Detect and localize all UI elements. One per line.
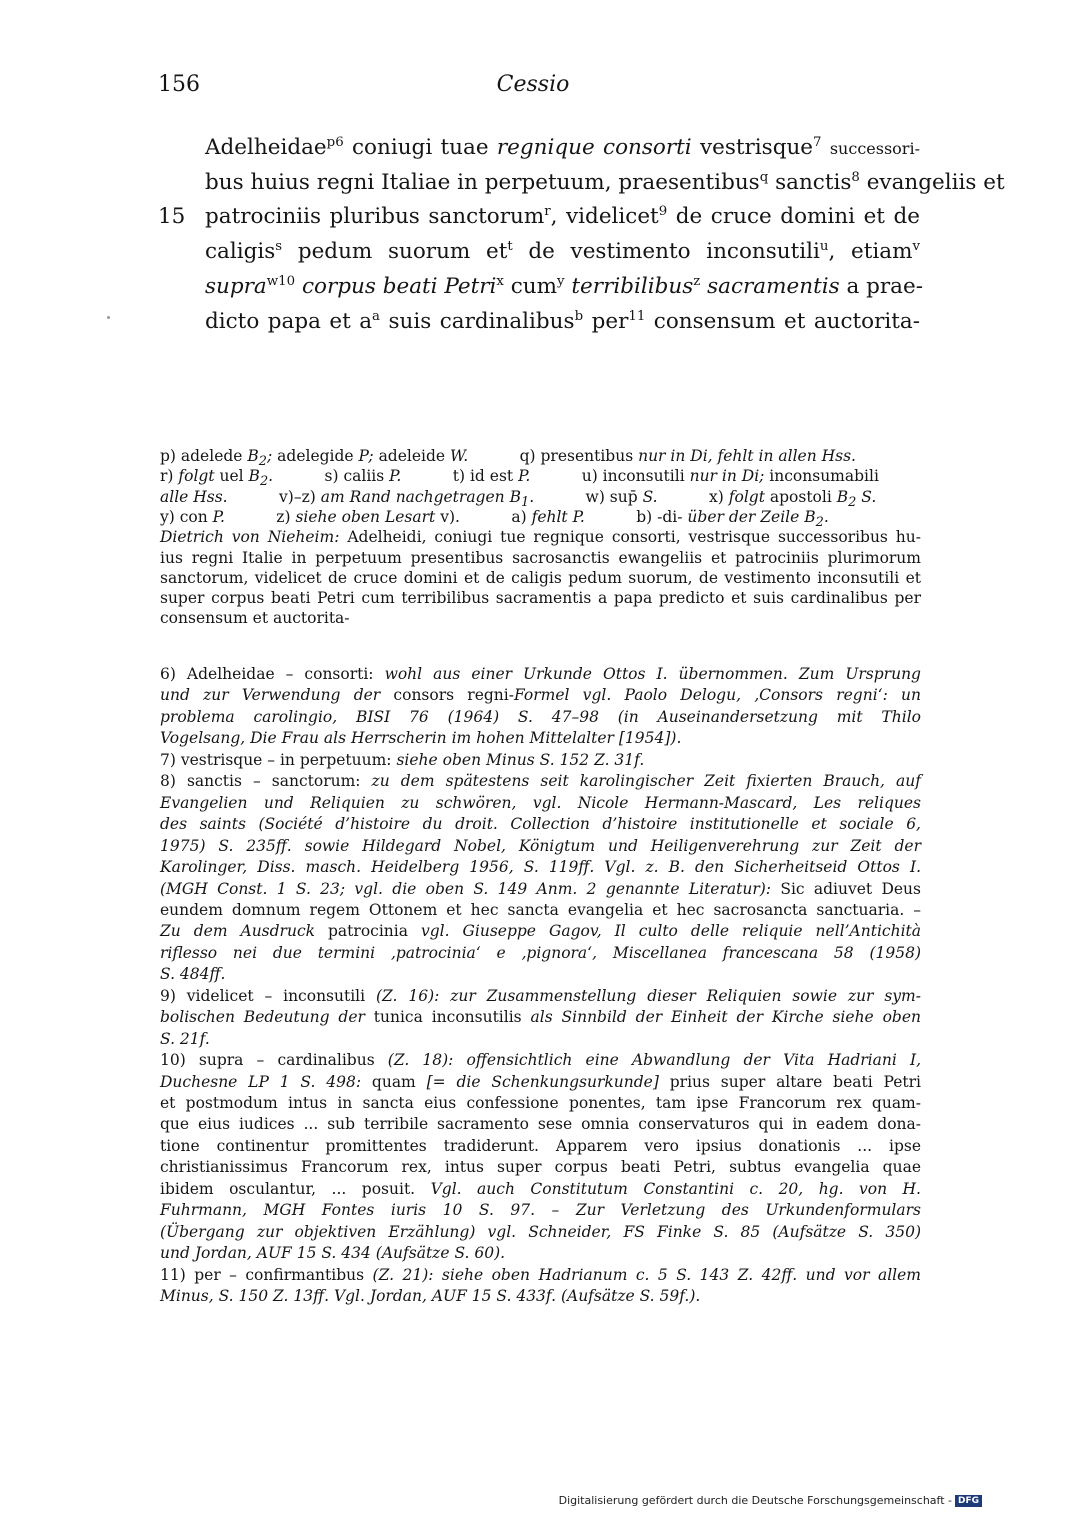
text-line: bus huius regni Italiae in perpetuum, praesentibus$^q$ sanctis$^8$ evangeliis et	[205, 169, 1005, 195]
note-line: Karolinger, Diss. masch. Heidelberg 1956, S. 119ff. Vgl. z. B. den Sicherheitseid Ottos I.	[160, 858, 921, 877]
note-line: des saints (Société d’histoire du droit. Collection d’histoire institutionelle et sociale 6,	[160, 815, 921, 834]
note-line: christianissimus Francorum rex, intus super corpus beati Petri, subtus evangelia quae	[160, 1158, 921, 1177]
apparatus-line: y) con P. z) siehe oben Lesart v). a) fehlt P. b) -di- über der Zeile $B_2$.	[160, 507, 829, 530]
note-line: Fuhrmann, MGH Fontes iuris 10 S. 97. – Zur Verletzung des Urkundenformulars	[160, 1201, 921, 1220]
dfg-logo: DFG	[955, 1495, 982, 1507]
note-line: (MGH Const. 1 S. 23; vgl. die oben S. 149 Anm. 2 genannte Literatur): Sic adiuvet Deus	[160, 879, 921, 898]
apparatus-line: sanctorum, videlicet de cruce domini et de caligis pedum suorum, de vestimento inconsutili et	[160, 568, 921, 587]
apparatus-line: consensum et auctorita-	[160, 609, 350, 628]
text-line: supra$^{w10}$ corpus beati Petri$^x$ cum$^y$ terribilibus$^z$ sacramentis a prae-	[205, 273, 923, 299]
apparatus-line: r) folgt uel $B_2$. s) caliis P. t) id est P. u) inconsutili nur in Di; inconsumabili	[160, 467, 879, 490]
note-line: 9) videlicet – inconsutili (Z. 16): zur Zusammenstellung dieser Reliquien sowie zur sym-	[160, 986, 921, 1005]
note-line: 6) Adelheidae – consorti: wohl aus einer Urkunde Ottos I. übernommen. Zum Ursprung	[160, 665, 921, 683]
digitization-credit	[559, 1494, 982, 1507]
note-line: und zur Verwendung der consors regni-Formel vgl. Paolo Delogu, ‚Consors regni‘: un	[160, 686, 921, 705]
credit-text: Digitalisierung gefördert durch die Deutsche Forschungsgemeinschaft -	[558, 1494, 952, 1507]
text-line: Adelheidae$^{p6}$ coniugi tuae regnique consorti vestrisque$^7$ successori-	[205, 134, 920, 160]
note-line: S. 484ff.	[160, 965, 226, 984]
note-line: 11) per – confirmantibus (Z. 21): siehe oben Hadrianum c. 5 S. 143 Z. 42ff. und vor allem	[160, 1265, 921, 1284]
note-line: tione continentur promittentes tradiderunt. Apparem vero ipsius donationis ... ipse	[160, 1136, 921, 1155]
note-line: 10) supra – cardinalibus (Z. 18): offensichtlich eine Abwandlung der Vita Hadriani I,	[160, 1051, 921, 1070]
scan-speck	[107, 316, 110, 319]
text-line: dicto papa et $a^a$ suis cardinalibus$^b$ per$^{11}$ consensum et auctorita-	[205, 308, 920, 334]
line-number: 15	[158, 204, 186, 229]
page-number: 156	[158, 72, 200, 97]
note-line: S. 21f.	[160, 1029, 210, 1048]
text-line: patrociniis pluribus sanctorum$^r$, videlicet$^9$ de cruce domini et de	[205, 204, 920, 230]
note-line: Evangelien und Reliquien zu schwören, vgl. Nicole Hermann-Mascard, Les reliques	[160, 793, 921, 812]
note-line: 1975) S. 235ff. sowie Hildegard Nobel, Königtum und Heiligenverehrung zur Zeit der	[160, 836, 921, 855]
note-line: Vogelsang, Die Frau als Herrscherin im hohen Mittelalter [1954]).	[160, 729, 682, 748]
running-title: Cessio	[496, 72, 570, 97]
note-line: 7) vestrisque – in perpetuum: siehe oben Minus S. 152 Z. 31f.	[160, 750, 645, 769]
note-line: ibidem osculantur, ... posuit. Vgl. auch Constitutum Constantini c. 20, hg. von H.	[160, 1179, 921, 1198]
note-line: que eius iudices ... sub terribile sacramento sese omnia conservaturos qui in eadem dona-	[160, 1115, 921, 1134]
note-line: und Jordan, AUF 15 S. 434 (Aufsätze S. 60).	[160, 1244, 506, 1263]
note-line: Minus, S. 150 Z. 13ff. Vgl. Jordan, AUF 15 S. 433f. (Aufsätze S. 59f.).	[160, 1287, 701, 1306]
note-line: problema carolingio, BISI 76 (1964) S. 47–98 (in Auseinandersetzung mit Thilo	[160, 707, 921, 726]
apparatus-line: Dietrich von Nieheim: Adelheidi, coniugi tue regnique consorti, vestrisque successoribus hu-	[160, 528, 921, 547]
note-line: (Übergang zur objektiven Erzählung) vgl. Schneider, FS Finke S. 85 (Aufsätze S. 350)	[160, 1222, 921, 1241]
apparatus-line: ius regni Italie in perpetuum presentibus sacrosanctis ewangeliis et patrociniis plurimorum	[160, 548, 921, 567]
note-line: 8) sanctis – sanctorum: zu dem spätestens seit karolingischer Zeit fixierten Brauch, auf	[160, 772, 921, 791]
note-line: eundem domnum regem Ottonem et hec sancta evangelia et hec sacrosancta sanctuaria. –	[160, 900, 921, 919]
note-line: et postmodum intus in sancta eius confessione ponentes, tam ipse Francorum rex quam-	[160, 1094, 921, 1112]
apparatus-line: super corpus beati Petri cum terribilibus sacramentis a papa predicto et suis cardinalibus per	[160, 589, 921, 608]
note-line: bolischen Bedeutung der tunica inconsutilis als Sinnbild der Einheit der Kirche siehe oben	[160, 1008, 921, 1027]
note-line: riflesso nei due termini ‚patrocinia‘ e ‚pignora‘, Miscellanea francescana 58 (1958)	[160, 943, 921, 962]
note-line: Duchesne LP 1 S. 498: quam [= die Schenkungsurkunde] prius super altare beati Petri	[160, 1072, 922, 1091]
text-line: caligis$^s$ pedum suorum $et^t$ de vestimento inconsutili$^u$, etiam$^v$	[205, 238, 920, 265]
apparatus-line: p) adelede $B_2$; adelegide P; adeleide W. q) presentibus nur in Di, fehlt in allen Hss.	[160, 447, 856, 470]
apparatus-line: alle Hss. v)–z) am Rand nachgetragen $B_1$. w) sup̄ S. x) folgt apostoli $B_2$ S.	[160, 487, 877, 510]
note-line: Zu dem Ausdruck patrocinia vgl. Giuseppe Gagov, Il culto delle reliquie nell’Antichità	[160, 922, 921, 941]
